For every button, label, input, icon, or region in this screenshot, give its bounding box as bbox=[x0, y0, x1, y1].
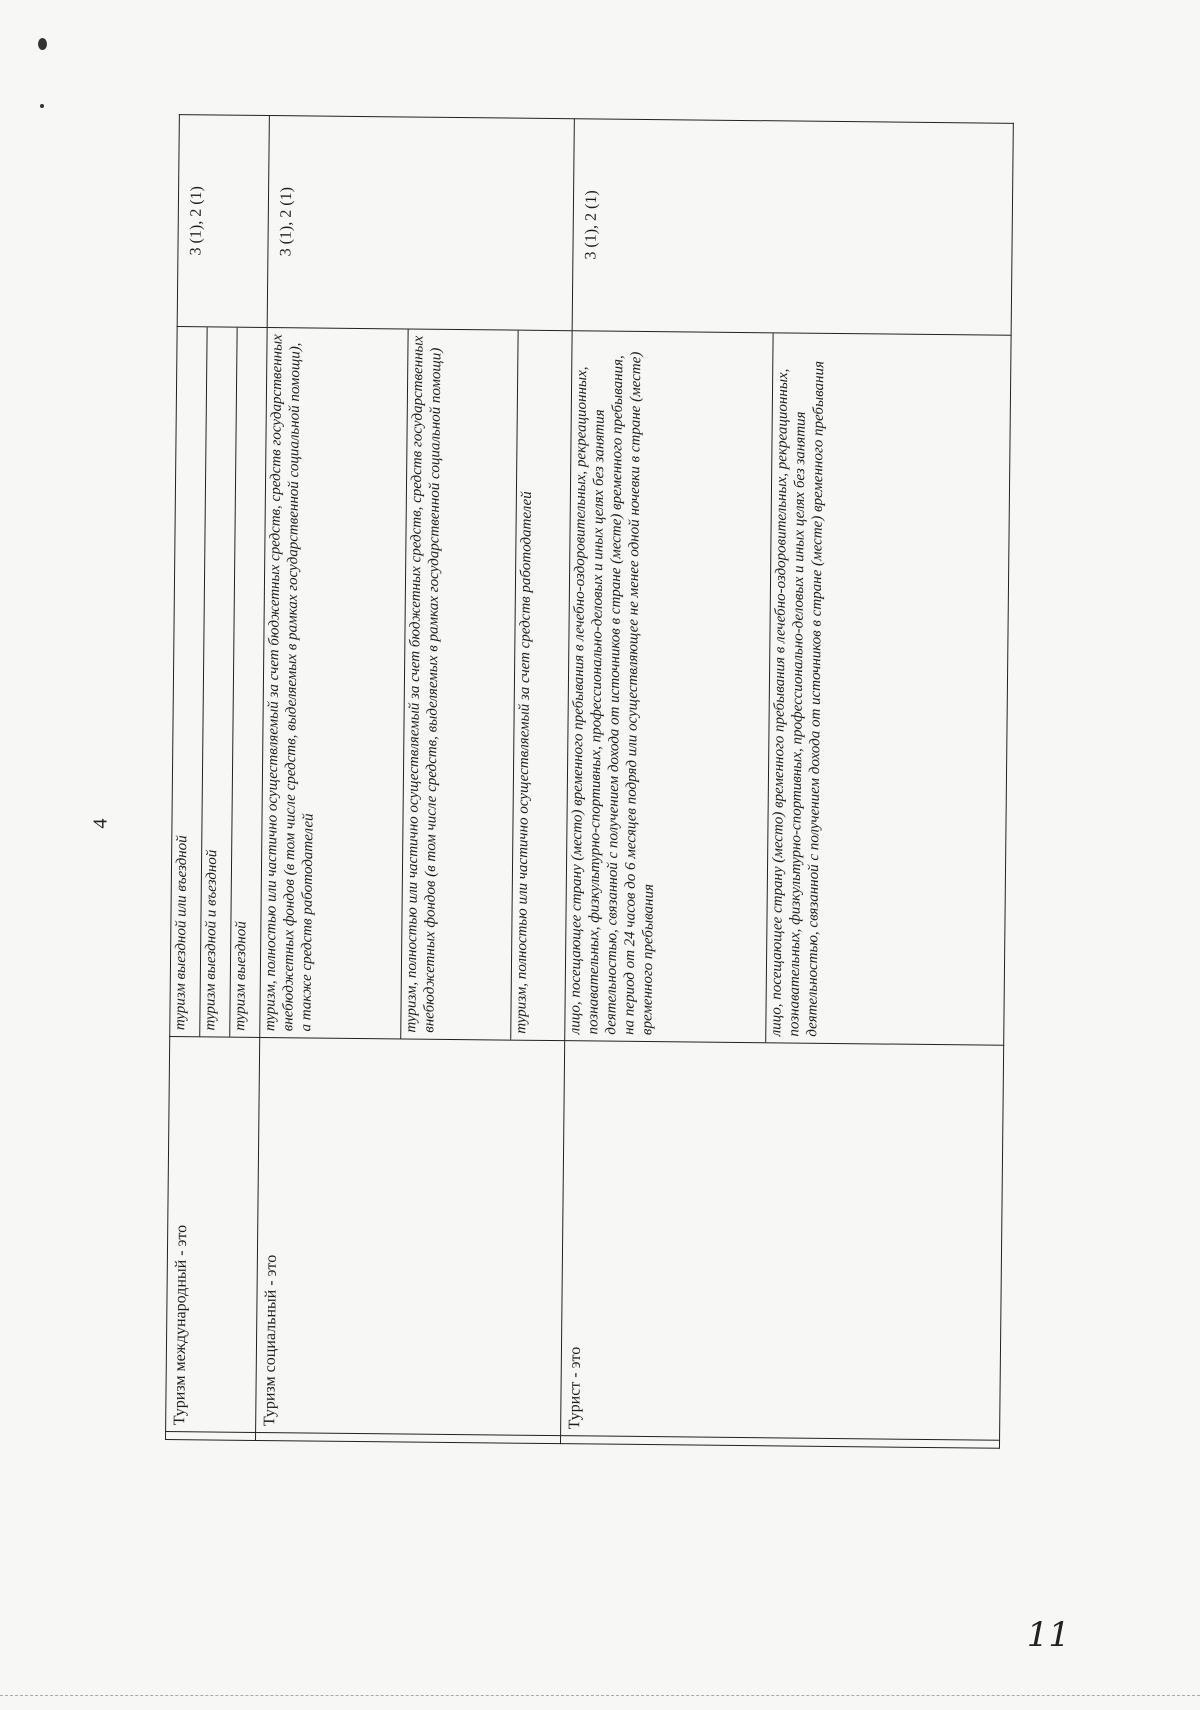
option-text: лицо, посещающее страну (место) временного пребывания в лечебно-оздоровительных, рекреационных, познавательных, физкультурно-спортивных, профессионально-деловых и иных целях без занятия деятельностью, связанной с получением дохода от источников в стране (месте) временного пребывания, на период от 24 часов до 6 месяцев подряд или осуществляющее не менее одной ночевки в стране (месте) временного пребывания bbox=[565, 331, 772, 1042]
term-cell: Турист - это bbox=[561, 1041, 1004, 1441]
handwritten-folio: 11 bbox=[1026, 1615, 1070, 1655]
options-cell bbox=[260, 328, 572, 1041]
scan-edge-rule bbox=[0, 1695, 1200, 1696]
term-cell: Туризм социальный - это bbox=[256, 1037, 565, 1435]
option-text: туризм, полностью или частично осуществляемый за счет средств работодателей bbox=[512, 491, 535, 1034]
scan-speck bbox=[38, 38, 47, 50]
option-text: туризм, полностью или частично осуществляемый за счет бюджетных средств, средств государственных внебюджетных фондов (в том числе средств, выделяемых в рамках государственной социальной помощи), а также средств работодателей bbox=[260, 328, 407, 1038]
table-row-blank-cell bbox=[166, 1432, 256, 1441]
score-cell: 3 (1), 2 (1) bbox=[177, 115, 269, 328]
score-cell: 3 (1), 2 (1) bbox=[572, 119, 1013, 336]
option-text: туризм выездной bbox=[232, 921, 250, 1031]
option-text: туризм выездной и въездной bbox=[200, 327, 238, 1036]
score-cell: 3 (1), 2 (1) bbox=[267, 116, 574, 331]
option-text: туризм выездной или въездной bbox=[170, 327, 207, 1036]
option-text: туризм, полностью или частично осуществляемый за счет бюджетных средств, средств государственных внебюджетных фондов (в том числе средств, выделяемых в рамках государственной социальной помощи) bbox=[400, 329, 517, 1039]
scan-speck bbox=[40, 104, 44, 108]
options-cell bbox=[170, 327, 267, 1038]
options-cell bbox=[565, 331, 1011, 1046]
question-table bbox=[165, 115, 1014, 1449]
page-number: 4 bbox=[89, 818, 112, 829]
term-cell: Туризм международный - это bbox=[166, 1037, 260, 1433]
option-text: лицо, посещающее страну (место) временного пребывания в лечебно-оздоровительных, рекреационных, познавательных, физкультурно-спортивных, профессионально-деловых и иных целях без занятия деятельностью, связанной с получением дохода от источников в стране (месте) временного пребывания bbox=[767, 360, 827, 1037]
